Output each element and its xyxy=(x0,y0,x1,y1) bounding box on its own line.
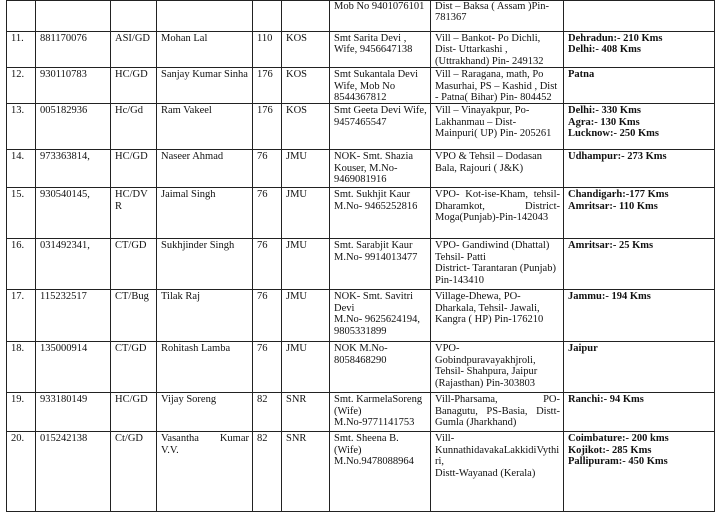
serial-number-cell: 17. xyxy=(7,290,36,342)
battalion-cell: 76 xyxy=(253,188,282,239)
address-cell: Vill – Bankot- Po Dichli, Dist- Uttarkashi , (Uttrakhand) Pin- 249132 xyxy=(431,32,564,68)
rank-cell: CT/GD xyxy=(111,342,157,393)
table-row xyxy=(7,104,715,150)
name-cell xyxy=(157,1,253,32)
distance-cell: Dehradun:- 210 Kms Delhi:- 408 Kms xyxy=(564,32,715,68)
address-cell: Village-Dhewa, PO-Dharkala, Tehsil- Jawali, Kangra ( HP) Pin-176210 xyxy=(431,290,564,342)
unit-cell xyxy=(282,1,330,32)
rank-cell: HC/GD xyxy=(111,393,157,432)
rank-cell: CT/Bug xyxy=(111,290,157,342)
serial-number-cell: 13. xyxy=(7,104,36,150)
distance-cell xyxy=(564,1,715,32)
unit-cell: KOS xyxy=(282,68,330,104)
address-cell: Vill-Pharsama, PO-Banagutu, PS-Basia, Distt-Gumla (Jharkhand) xyxy=(431,393,564,432)
battalion-cell: 76 xyxy=(253,290,282,342)
distance-cell: Chandigarh:-177 Kms Amritsar:- 110 Kms xyxy=(564,188,715,239)
id-number-cell: 015242138 xyxy=(36,432,111,512)
address-cell: Vill-KunnathidavakaLakkidiVythiri, Distt-Wayanad (Kerala) xyxy=(431,432,564,512)
unit-cell: SNR xyxy=(282,432,330,512)
distance-cell: Coimbature:- 200 kms Kojikot:- 285 Kms Pallipuram:- 450 Kms xyxy=(564,432,715,512)
name-cell: Sanjay Kumar Sinha xyxy=(157,68,253,104)
nok-cell: Smt. Sarabjit Kaur M.No- 9914013477 xyxy=(330,239,431,290)
table-row xyxy=(7,68,715,104)
serial-number-cell: 12. xyxy=(7,68,36,104)
battalion-cell: 82 xyxy=(253,432,282,512)
distance-cell: Patna xyxy=(564,68,715,104)
nok-cell: NOK- Smt. Savitri Devi M.No- 9625624194, 9805331899 xyxy=(330,290,431,342)
nok-cell: Smt Geeta Devi Wife, 9457465547 xyxy=(330,104,431,150)
name-cell: Naseer Ahmad xyxy=(157,150,253,188)
unit-cell: JMU xyxy=(282,290,330,342)
name-cell: Mohan Lal xyxy=(157,32,253,68)
unit-cell: SNR xyxy=(282,393,330,432)
name-cell: Jaimal Singh xyxy=(157,188,253,239)
serial-number-cell: 14. xyxy=(7,150,36,188)
id-number-cell: 005182936 xyxy=(36,104,111,150)
rank-cell: Ct/GD xyxy=(111,432,157,512)
serial-number-cell: 18. xyxy=(7,342,36,393)
id-number-cell: 031492341, xyxy=(36,239,111,290)
address-cell: Vill – Vinayakpur, Po- Lakhanmau – Dist- Mainpuri( UP) Pin- 205261 xyxy=(431,104,564,150)
unit-cell: KOS xyxy=(282,104,330,150)
battalion-cell: 82 xyxy=(253,393,282,432)
distance-cell: Ranchi:- 94 Kms xyxy=(564,393,715,432)
table-row xyxy=(7,239,715,290)
name-cell: Sukhjinder Singh xyxy=(157,239,253,290)
distance-cell: Udhampur:- 273 Kms xyxy=(564,150,715,188)
id-number-cell xyxy=(36,1,111,32)
nok-cell: Smt. Sukhjit Kaur M.No- 9465252816 xyxy=(330,188,431,239)
table-row xyxy=(7,342,715,393)
nok-cell: Smt Sarita Devi , Wife, 9456647138 xyxy=(330,32,431,68)
id-number-cell: 930540145, xyxy=(36,188,111,239)
distance-cell: Delhi:- 330 Kms Agra:- 130 Kms Lucknow:- 250 Kms xyxy=(564,104,715,150)
unit-cell: KOS xyxy=(282,32,330,68)
rank-cell: ASI/GD xyxy=(111,32,157,68)
address-cell: VPO- Kot-ise-Kham, tehsil- Dharamkot, District-Moga(Punjab)-Pin-142043 xyxy=(431,188,564,239)
rank-cell: CT/GD xyxy=(111,239,157,290)
serial-number-cell: 16. xyxy=(7,239,36,290)
nok-cell: Smt Sukantala Devi Wife, Mob No 8544367812 xyxy=(330,68,431,104)
rank-cell: Hc/Gd xyxy=(111,104,157,150)
distance-cell: Amritsar:- 25 Kms xyxy=(564,239,715,290)
nok-cell: Mob No 9401076101 xyxy=(330,1,431,32)
battalion-cell: 76 xyxy=(253,150,282,188)
nok-cell: Smt. Sheena B. (Wife) M.No.9478088964 xyxy=(330,432,431,512)
nok-cell: Smt. KarmelaSoreng (Wife) M.No-9771141753 xyxy=(330,393,431,432)
battalion-cell: 176 xyxy=(253,68,282,104)
table-row xyxy=(7,32,715,68)
unit-cell: JMU xyxy=(282,239,330,290)
unit-cell: JMU xyxy=(282,150,330,188)
table-row xyxy=(7,188,715,239)
serial-number-cell: 11. xyxy=(7,32,36,68)
rank-cell: HC/GD xyxy=(111,68,157,104)
distance-cell: Jaipur xyxy=(564,342,715,393)
address-cell: Vill – Raragana, math, Po Masurhai, PS – Kashid , Dist - Patna( Bihar) Pin- 804452 xyxy=(431,68,564,104)
battalion-cell: 76 xyxy=(253,342,282,393)
serial-number-cell xyxy=(7,1,36,32)
rank-cell: HC/DVR xyxy=(111,188,157,239)
rank-cell xyxy=(111,1,157,32)
serial-number-cell: 15. xyxy=(7,188,36,239)
id-number-cell: 973363814, xyxy=(36,150,111,188)
table-row xyxy=(7,1,715,32)
address-cell: VPO-Gobindpuravayakhjroli, Tehsil- Shahpura, Jaipur (Rajasthan) Pin-303803 xyxy=(431,342,564,393)
id-number-cell: 933180149 xyxy=(36,393,111,432)
nok-cell: NOK M.No-8058468290 xyxy=(330,342,431,393)
rank-cell: HC/GD xyxy=(111,150,157,188)
table-row xyxy=(7,150,715,188)
battalion-cell: 110 xyxy=(253,32,282,68)
id-number-cell: 930110783 xyxy=(36,68,111,104)
table-row xyxy=(7,393,715,432)
name-cell: Tilak Raj xyxy=(157,290,253,342)
name-cell: Vasantha Kumar V.V. xyxy=(157,432,253,512)
id-number-cell: 881170076 xyxy=(36,32,111,68)
personnel-table xyxy=(6,0,715,512)
name-cell: Ram Vakeel xyxy=(157,104,253,150)
battalion-cell xyxy=(253,1,282,32)
address-cell: VPO- Gandiwind (Dhattal) Tehsil- Patti District- Tarantaran (Punjab) Pin-143410 xyxy=(431,239,564,290)
address-cell: Dist – Baksa ( Assam )Pin-781367 xyxy=(431,1,564,32)
battalion-cell: 176 xyxy=(253,104,282,150)
id-number-cell: 115232517 xyxy=(36,290,111,342)
name-cell: Vijay Soreng xyxy=(157,393,253,432)
name-cell: Rohitash Lamba xyxy=(157,342,253,393)
unit-cell: JMU xyxy=(282,188,330,239)
unit-cell: JMU xyxy=(282,342,330,393)
address-cell: VPO & Tehsil – Dodasan Bala, Rajouri ( J&K) xyxy=(431,150,564,188)
nok-cell: NOK- Smt. Shazia Kouser, M.No-9469081916 xyxy=(330,150,431,188)
table-row xyxy=(7,432,715,512)
serial-number-cell: 20. xyxy=(7,432,36,512)
serial-number-cell: 19. xyxy=(7,393,36,432)
id-number-cell: 135000914 xyxy=(36,342,111,393)
table-row xyxy=(7,290,715,342)
distance-cell: Jammu:- 194 Kms xyxy=(564,290,715,342)
battalion-cell: 76 xyxy=(253,239,282,290)
